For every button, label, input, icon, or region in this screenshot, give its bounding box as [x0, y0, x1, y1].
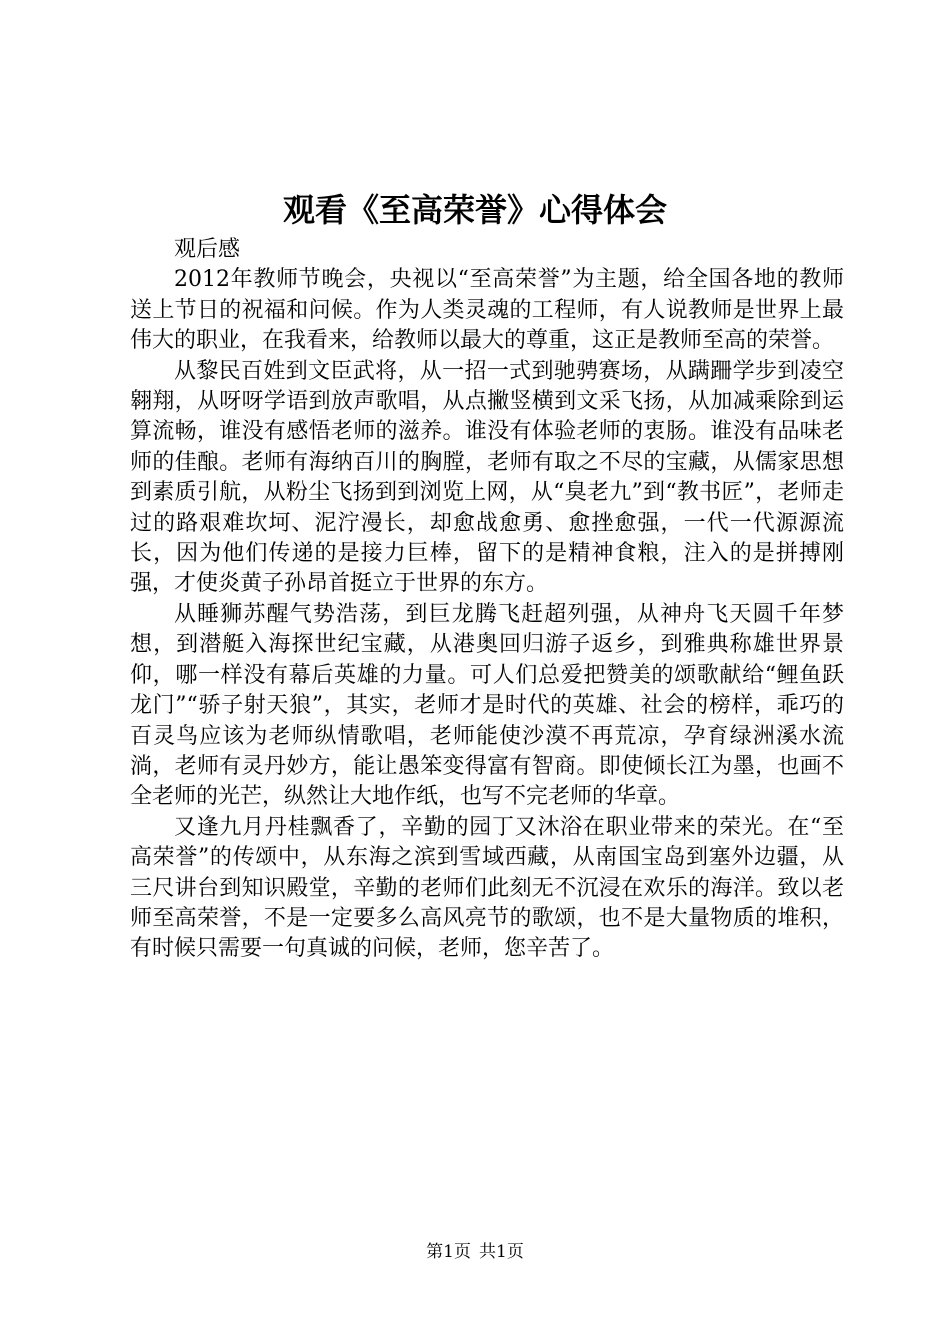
- page-footer: [0, 1240, 950, 1264]
- document-title: 观看《至高荣誉》心得体会: [282, 191, 667, 229]
- page-number: 第1页: [426, 1242, 471, 1262]
- paragraph: 观后感: [174, 237, 241, 262]
- paragraph: 从睡狮苏醒气势浩荡，到巨龙腾飞赶超列强，从神舟飞天圆千年梦想，到潜艇入海探世纪宝藏，从港奥回归游子返乡，到雅典称雄世界景仰，哪一样没有幕后英雄的力量。可人们总爱把赞美的颂歌献给“鲤鱼跃龙门”“骄子射天狼”，其实，老师才是时代的英雄、社会的榜样，乖巧的百灵鸟应该为老师纵情歌唱，老师能使沙漠不再荒凉，孕育绿洲溪水流淌，老师有灵丹妙方，能让愚笨变得富有智商。即使倾长江为墨，也画不全老师的光芒，纵然让大地作纸，也写不完老师的华章。: [130, 601, 844, 810]
- paragraph: 从黎民百姓到文臣武将，从一招一式到驰骋赛场，从蹒跚学步到凌空翱翔，从呀呀学语到放声歌唱，从点撇竖横到文采飞扬，从加减乘除到运算流畅，谁没有感悟老师的滋养。谁没有体验老师的衷肠。谁没有品味老师的佳酿。老师有海纳百川的胸膛，老师有取之不尽的宝藏，从儒家思想到素质引航，从粉尘飞扬到到浏览上网，从“臭老九”到“教书匠”，老师走过的路艰难坎坷、泥泞漫长，却愈战愈勇、愈挫愈强，一代一代源源流长，因为他们传递的是接力巨棒，留下的是精神食粮，注入的是拼搏刚强，才使炎黄子孙昂首挺立于世界的东方。: [130, 358, 844, 597]
- document-body: [130, 235, 844, 965]
- total-pages: 共1页: [479, 1242, 524, 1262]
- paragraph: 又逢九月丹桂飘香了，辛勤的园丁又沐浴在职业带来的荣光。在“至高荣誉”的传颂中，从东海之滨到雪域西藏，从南国宝岛到塞外边疆，从三尺讲台到知识殿堂，辛勤的老师们此刻无不沉浸在欢乐的海洋。致以老师至高荣誉，不是一定要多么高风亮节的歌颂，也不是大量物质的堆积，有时候只需要一句真诚的问候，老师，您辛苦了。: [130, 814, 844, 962]
- paragraph: 2012年教师节晚会，央视以“至高荣誉”为主题，给全国各地的教师送上节日的祝福和问候。作为人类灵魂的工程师，有人说教师是世界上最伟大的职业，在我看来，给教师以最大的尊重，这正是教师至高的荣誉。: [130, 267, 844, 354]
